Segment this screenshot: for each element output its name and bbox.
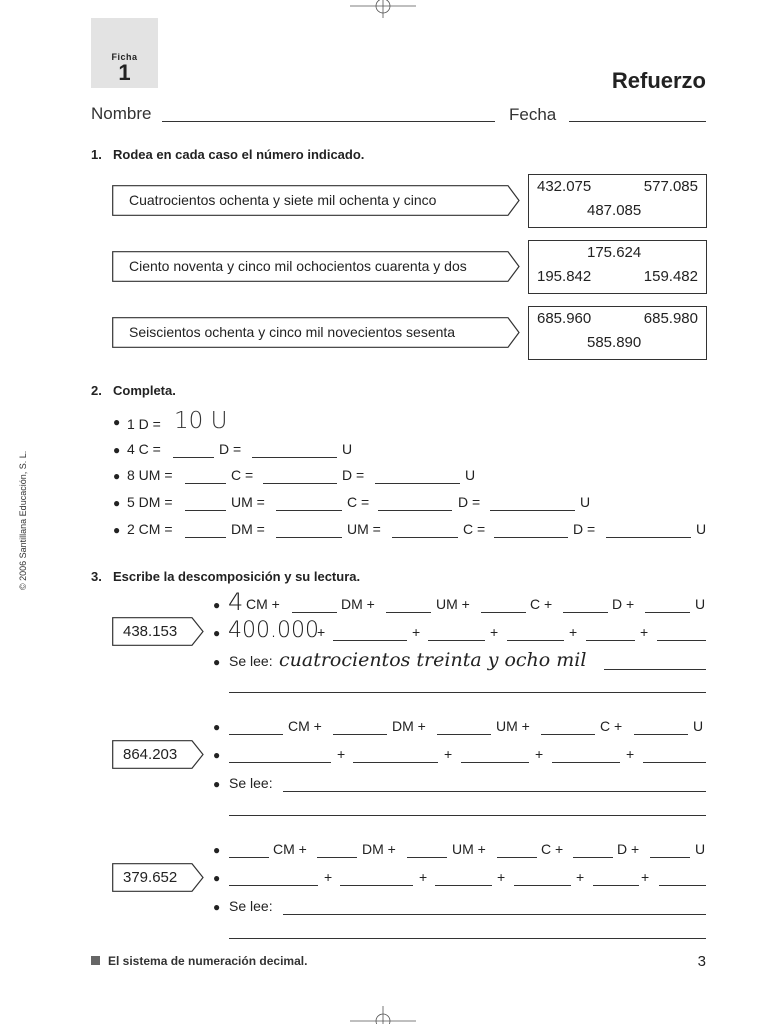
answer-blank[interactable] [657, 640, 706, 641]
plus-sign: + [412, 624, 421, 640]
reading-continuation-line[interactable] [229, 938, 706, 939]
handwritten-value: 400.000 [228, 618, 319, 643]
answer-blank[interactable] [386, 612, 431, 613]
completa-start: 4 C = [127, 441, 161, 457]
statement-text: Ciento noventa y cinco mil ochocientos cuarenta y dos [129, 258, 467, 274]
reading-continuation-line[interactable] [229, 815, 706, 816]
plus-sign: + [535, 746, 544, 762]
register-mark-bottom [350, 1004, 416, 1024]
unit-label: D + [617, 841, 640, 857]
completa-unit: UM = [347, 521, 381, 537]
unit-label: U [695, 841, 706, 857]
exercise-1-options-3 [528, 306, 707, 360]
block-3-decomposition-units: ● CM + DM + UM + C + D + U [213, 841, 706, 857]
exercise-3-instruction: Escribe la descomposición y su lectura. [113, 569, 361, 584]
answer-blank[interactable] [407, 857, 447, 858]
block-2-decomposition-values: ● + + + + [213, 746, 713, 766]
answer-blank[interactable] [494, 537, 568, 538]
answer-blank[interactable] [659, 885, 706, 886]
plus-sign: + [576, 869, 585, 885]
completa-unit: C = [231, 467, 254, 483]
number-box-value: 438.153 [123, 623, 178, 640]
exercise-3-number: 3. [91, 569, 102, 584]
block-1-decomposition-values: ● 400.000 + + + + + [213, 624, 713, 644]
completa-unit: U [696, 521, 707, 537]
answer-blank[interactable] [437, 734, 491, 735]
completa-unit: U [465, 467, 476, 483]
answer-blank[interactable] [392, 537, 458, 538]
nombre-label: Nombre [91, 104, 152, 123]
option-number[interactable]: 487.085 [587, 202, 642, 219]
answer-blank[interactable] [573, 857, 613, 858]
exercise-1-options-2 [528, 240, 707, 294]
unit-label: UM + [436, 596, 470, 612]
answer-blank[interactable] [333, 640, 407, 641]
completa-unit: UM = [231, 494, 265, 510]
completa-start: 5 DM = [127, 494, 173, 510]
completa-start: 8 UM = [127, 467, 173, 483]
answer-blank[interactable] [497, 857, 537, 858]
answer-blank[interactable] [375, 483, 460, 484]
answer-blank[interactable] [606, 537, 691, 538]
plus-sign: + [317, 624, 326, 640]
fecha-field[interactable] [569, 121, 706, 122]
option-number[interactable]: 685.960 [537, 310, 592, 327]
answer-blank[interactable] [643, 762, 706, 763]
completa-unit: DM = [231, 521, 265, 537]
nombre-field[interactable] [162, 121, 495, 122]
number-box-value: 864.203 [123, 746, 178, 763]
exercise-2-instruction: Completa. [113, 383, 176, 398]
exercise-3-heading [91, 569, 360, 584]
ficha-label: Ficha [111, 52, 138, 62]
exercise-1-heading [91, 147, 364, 162]
plus-sign: + [641, 869, 650, 885]
completa-line-1: ● 1 D = 10 U [113, 408, 228, 434]
answer-blank[interactable] [292, 612, 337, 613]
completa-unit: U [342, 441, 353, 457]
completa-unit: D = [342, 467, 365, 483]
plus-sign: + [324, 869, 333, 885]
answer-blank[interactable] [650, 857, 690, 858]
answer-blank[interactable] [461, 762, 529, 763]
completa-unit: D = [458, 494, 481, 510]
completa-line-3: ● 8 UM = C = D = U [113, 467, 476, 483]
option-number[interactable]: 159.482 [643, 268, 698, 285]
footer-text: El sistema de numeración decimal. [108, 954, 308, 968]
completa-unit: D = [219, 441, 242, 457]
number-box-2 [112, 740, 204, 769]
ficha-number: 1 [118, 60, 131, 85]
handwritten-reading: cuatrocientos treinta y ocho mil [279, 649, 587, 671]
answer-blank[interactable] [185, 483, 226, 484]
block-3-decomposition-values: ● + + + + + [213, 869, 713, 889]
answer-blank[interactable] [229, 885, 318, 886]
completa-unit: U [580, 494, 591, 510]
answer-blank[interactable] [378, 510, 452, 511]
number-box-3 [112, 863, 204, 892]
exercise-1-statement-3 [112, 317, 520, 347]
exercise-2-number: 2. [91, 383, 102, 398]
plus-sign: + [569, 624, 578, 640]
exercise-1-statement-1 [112, 185, 520, 215]
answer-blank[interactable] [481, 612, 526, 613]
unit-label: CM + [288, 718, 322, 734]
reading-continuation-line[interactable] [229, 692, 706, 693]
option-number[interactable]: 577.085 [643, 178, 698, 195]
statement-text: Seiscientos ochenta y cinco mil novecientos sesenta [129, 324, 456, 340]
statement-text: Cuatrocientos ochenta y siete mil ochenta y cinco [129, 192, 437, 208]
page-number: 3 [697, 953, 706, 970]
exercise-1-statement-2 [112, 251, 520, 281]
answer-blank[interactable] [541, 734, 595, 735]
answer-blank[interactable] [428, 640, 485, 641]
completa-answer-handwritten: 10 U [174, 408, 228, 434]
option-number[interactable]: 432.075 [537, 178, 592, 195]
block-2-decomposition-units: ● CM + DM + UM + C + U [213, 718, 704, 734]
unit-label: DM + [341, 596, 375, 612]
exercise-1-instruction: Rodea en cada caso el número indicado. [113, 147, 365, 162]
completa-unit: C = [463, 521, 486, 537]
answer-blank[interactable] [507, 640, 564, 641]
unit-label: DM + [362, 841, 396, 857]
block-1-reading: ● Se lee: cuatrocientos treinta y ocho mil [213, 653, 713, 673]
unit-label: C + [530, 596, 553, 612]
answer-blank[interactable] [514, 885, 571, 886]
completa-line-2: ● 4 C = D = U [113, 441, 353, 457]
answer-blank[interactable] [340, 885, 413, 886]
answer-blank[interactable] [333, 734, 387, 735]
plus-sign: + [626, 746, 635, 762]
fecha-label: Fecha [509, 105, 557, 124]
unit-label: UM + [452, 841, 486, 857]
answer-blank[interactable] [229, 857, 269, 858]
completa-line-4: ● 5 DM = UM = C = D = U [113, 494, 591, 510]
answer-blank[interactable] [173, 457, 214, 458]
answer-blank[interactable] [283, 914, 706, 915]
unit-label: U [695, 596, 706, 612]
answer-blank[interactable] [317, 857, 357, 858]
answer-blank[interactable] [185, 537, 226, 538]
se-lee-label: Se lee: [229, 775, 273, 791]
plus-sign: + [640, 624, 649, 640]
answer-blank[interactable] [593, 885, 639, 886]
footer-square-icon [91, 956, 100, 965]
answer-blank[interactable] [490, 510, 575, 511]
option-number[interactable]: 685.980 [643, 310, 698, 327]
exercise-2-heading [91, 383, 176, 398]
answer-blank[interactable] [276, 510, 342, 511]
page-title: Refuerzo [611, 68, 706, 93]
unit-label: DM + [392, 718, 426, 734]
completa-start: 2 CM = [127, 521, 173, 537]
copyright-note: © 2006 Santillana Educación, S. L. [18, 450, 28, 590]
answer-blank[interactable] [645, 612, 690, 613]
number-box-value: 379.652 [123, 869, 178, 886]
number-box-1 [112, 617, 204, 646]
completa-line-5: ● 2 CM = DM = UM = C = D = U [113, 521, 707, 537]
answer-blank[interactable] [283, 791, 706, 792]
block-1-decomposition-units: ● 4 CM + DM + UM + C + D + U [213, 588, 706, 616]
ficha-tab [91, 18, 158, 88]
unit-label: U [693, 718, 704, 734]
option-number[interactable]: 585.890 [587, 334, 642, 351]
answer-blank[interactable] [276, 537, 342, 538]
answer-blank[interactable] [552, 762, 620, 763]
plus-sign: + [444, 746, 453, 762]
unit-label: D + [612, 596, 635, 612]
completa-unit: D = [573, 521, 596, 537]
answer-blank[interactable] [229, 762, 331, 763]
answer-blank[interactable] [185, 510, 226, 511]
block-2-reading: ● Se lee: [213, 775, 713, 795]
answer-blank[interactable] [263, 483, 337, 484]
unit-label: C + [600, 718, 623, 734]
handwritten-digit: 4 [228, 588, 244, 616]
answer-blank[interactable] [252, 457, 337, 458]
register-mark-top [350, 0, 416, 20]
unit-label: C + [541, 841, 564, 857]
answer-blank[interactable] [229, 734, 283, 735]
answer-blank[interactable] [563, 612, 608, 613]
se-lee-label: Se lee: [229, 898, 273, 914]
completa-start: 1 D = [127, 416, 161, 432]
plus-sign: + [497, 869, 506, 885]
completa-unit: C = [347, 494, 370, 510]
se-lee-label: Se lee: [229, 653, 273, 669]
unit-label: UM + [496, 718, 530, 734]
unit-label: CM + [273, 841, 307, 857]
option-number[interactable]: 195.842 [537, 268, 592, 285]
answer-blank[interactable] [435, 885, 492, 886]
unit-label: CM + [246, 596, 280, 612]
option-number[interactable]: 175.624 [587, 244, 642, 261]
exercise-1-number: 1. [91, 147, 102, 162]
block-3-reading: ● Se lee: [213, 898, 713, 918]
plus-sign: + [337, 746, 346, 762]
plus-sign: + [490, 624, 499, 640]
plus-sign: + [419, 869, 428, 885]
answer-blank[interactable] [586, 640, 635, 641]
exercise-1-options-1 [528, 174, 707, 228]
answer-blank[interactable] [604, 669, 706, 670]
answer-blank[interactable] [353, 762, 438, 763]
answer-blank[interactable] [634, 734, 688, 735]
